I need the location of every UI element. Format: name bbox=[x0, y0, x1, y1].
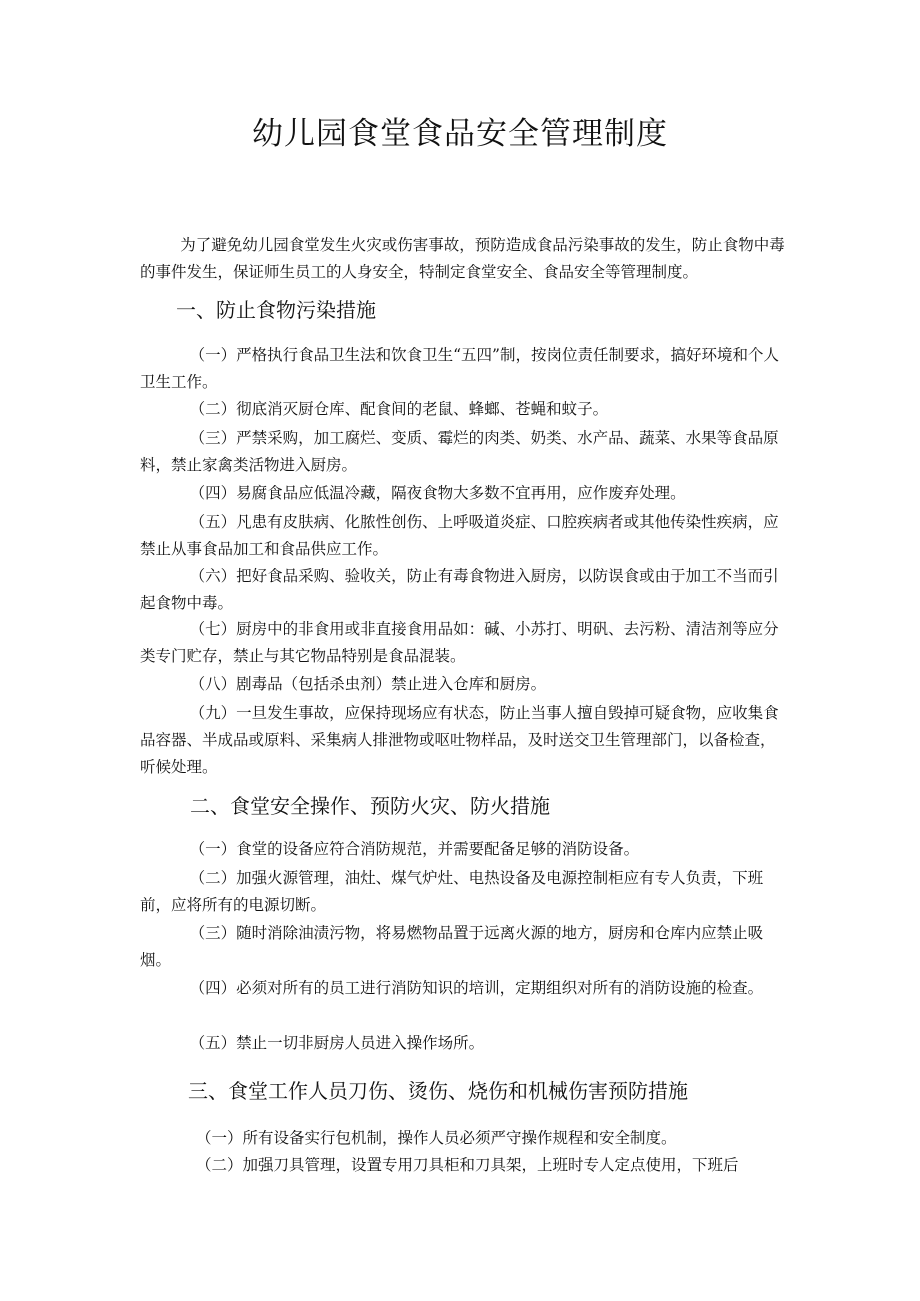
section-1-item-5: （五）凡患有皮肤病、化脓性创伤、上呼吸道炎症、口腔疾病者或其他传染性疾病，应禁止从事食品加工和食品供应工作。 bbox=[140, 513, 779, 558]
section-1-item-2: （二）彻底消灭厨仓库、配食间的老鼠、蜂螂、苍蝇和蚊子。 bbox=[189, 400, 609, 418]
section-2-item-3: （三）随时消除油渍污物，将易燃物品置于远离火源的地方，厨房和仓库内应禁止吸烟。 bbox=[140, 924, 764, 969]
section-2-item-4: （四）必须对所有的员工进行消防知识的培训，定期组织对所有的消防设施的检查。 bbox=[189, 979, 764, 997]
section-1-item-1: （一）严格执行食品卫生法和饮食卫生“五四”制，按岗位责任制要求，搞好环境和个人卫生工作。 bbox=[140, 346, 779, 391]
section-3-item-2: （二）加强刀具管理，设置专用刀具柜和刀具架，上班时专人定点使用，下班后 bbox=[196, 1156, 739, 1174]
section-1-item-8: （八）剧毒品（包括杀虫剂）禁止进入仓库和厨房。 bbox=[189, 675, 547, 693]
section-1-item-9: （九）一旦发生事故，应保持现场应有状态，防止当事人擅自毁掉可疑食物，应收集食品容器、半成品或原料、采集病人排泄物或呕吐物样品，及时送交卫生管理部门，以备检查，听候处理。 bbox=[140, 704, 779, 776]
section-2-item-1: （一）食堂的设备应符合消防规范，并需要配备足够的消防设备。 bbox=[189, 840, 640, 858]
section-2-item-5: （五）禁止一切非厨房人员进入操作场所。 bbox=[189, 1034, 485, 1052]
section-1-item-3: （三）严禁采购，加工腐烂、变质、霉烂的肉类、奶类、水产品、蔬菜、水果等食品原料，禁止家禽类活物进入厨房。 bbox=[140, 429, 779, 474]
document-title: 幼儿园食堂食品安全管理制度 bbox=[252, 116, 668, 152]
section-1-item-6: （六）把好食品采购、验收关，防止有毒食物进入厨房，以防误食或由于加工不当而引起食物中毒。 bbox=[140, 567, 779, 612]
section-2-item-2: （二）加强火源管理，油灶、煤气炉灶、电热设备及电源控制柜应有专人负责，下班前，应将所有的电源切断。 bbox=[140, 869, 764, 914]
section-1-item-4: （四）易腐食品应低温冷藏，隔夜食物大多数不宜再用，应作废弃处理。 bbox=[189, 484, 686, 502]
intro-paragraph: 为了避免幼儿园食堂发生火灾或伤害事故，预防造成食品污染事故的发生，防止食物中毒的事件发生，保证师生员工的人身安全，特制定食堂安全、食品安全等管理制度。 bbox=[140, 236, 785, 281]
section-heading-2: 二、食堂安全操作、预防火灾、防火措施 bbox=[190, 794, 550, 818]
section-3-item-1: （一）所有设备实行包机制，操作人员必须严守操作规程和安全制度。 bbox=[196, 1129, 677, 1147]
section-1-item-7: （七）厨房中的非食用或非直接食用品如：碱、小苏打、明矾、去污粉、清洁剂等应分类专门贮存，禁止与其它物品特别是食品混装。 bbox=[140, 620, 779, 665]
section-heading-1: 一、防止食物污染措施 bbox=[176, 298, 376, 322]
section-heading-3: 三、食堂工作人员刀伤、烫伤、烧伤和机械伤害预防措施 bbox=[188, 1079, 688, 1103]
